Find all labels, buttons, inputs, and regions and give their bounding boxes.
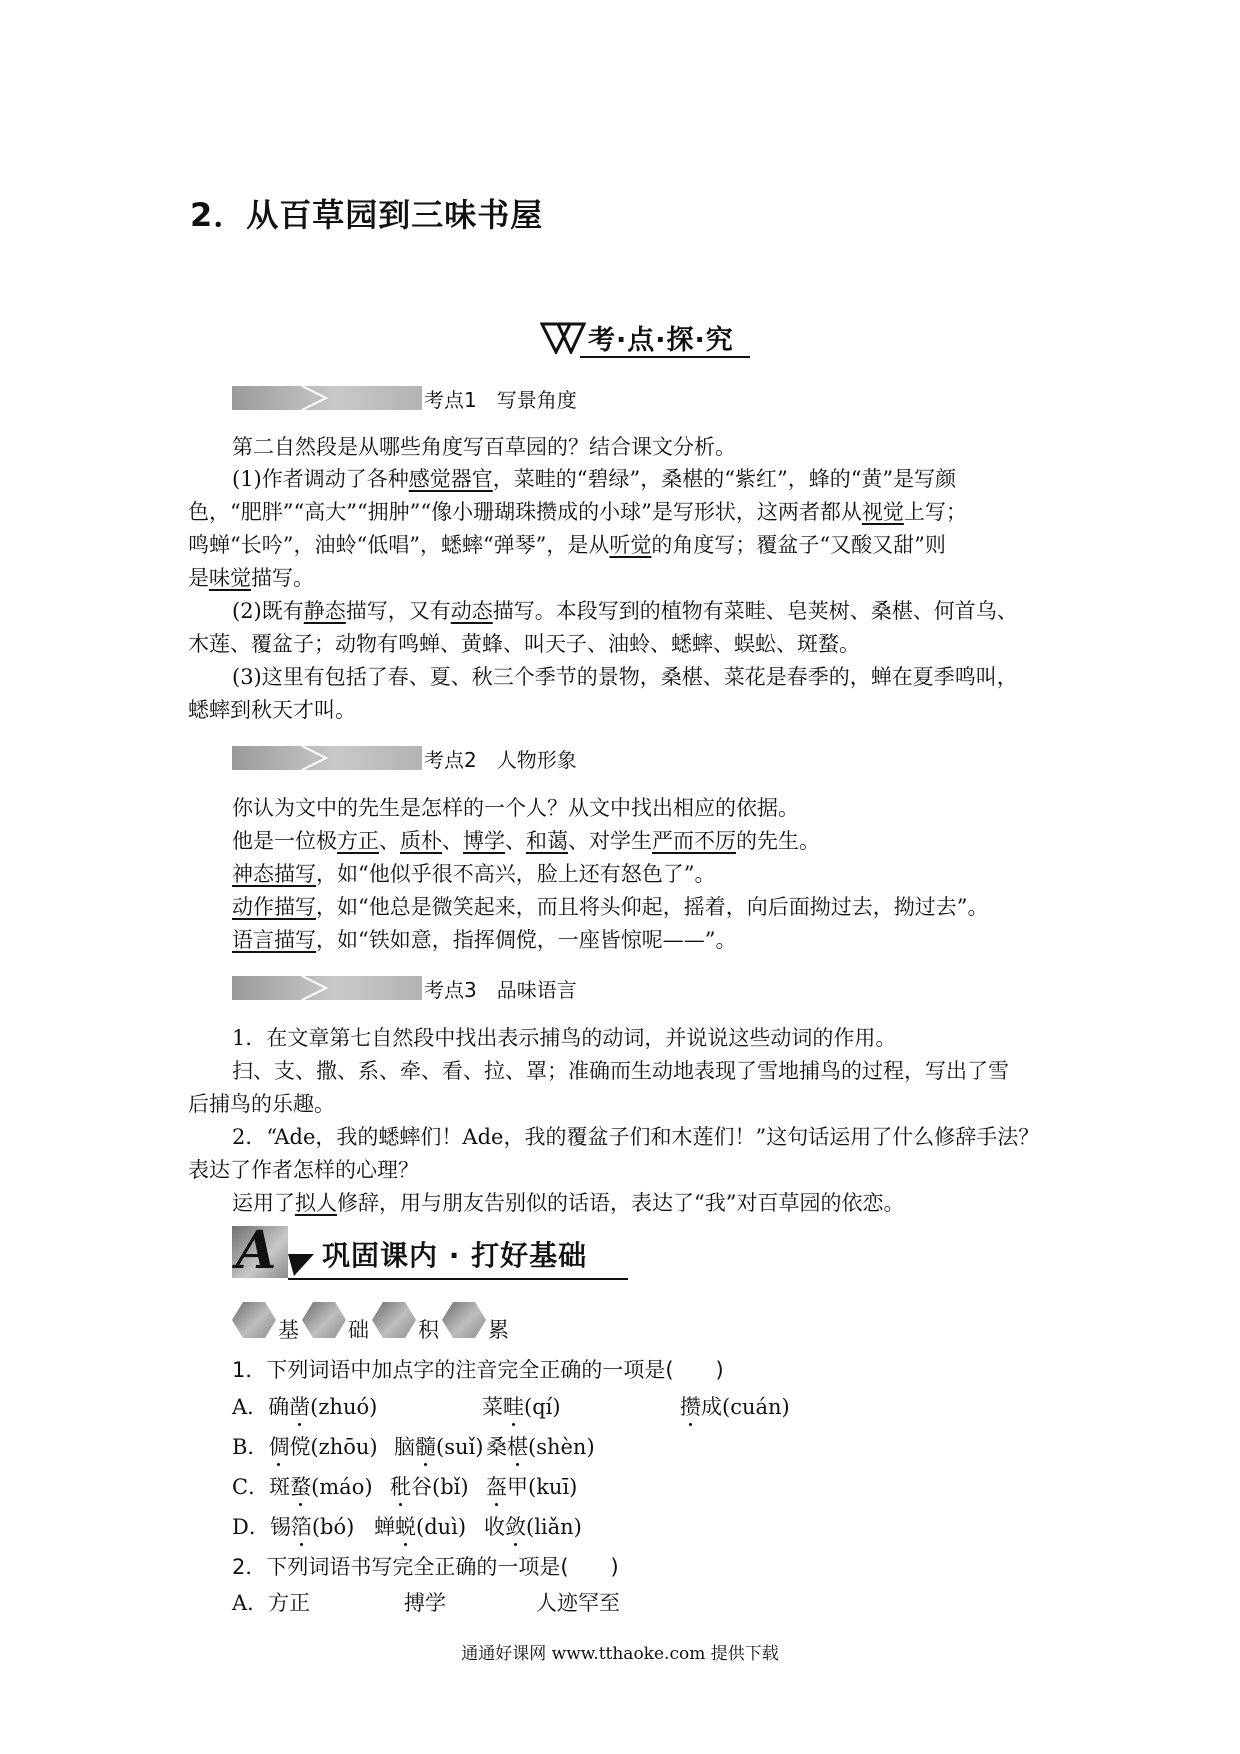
section-banner <box>232 1220 628 1282</box>
chevron-right-icon <box>300 976 330 1000</box>
paragraph-line: 鸣蝉“长吟”，油蛉“低唱”，蟋蟀“弹琴”，是从听觉的角度写；覆盆子“又酸又甜”则 <box>188 533 946 557</box>
question-line: 表达了作者怎样的心理？ <box>188 1158 419 1182</box>
option-c-part2: 秕谷(bǐ) <box>390 1475 469 1499</box>
option-a: 人迹罕至 <box>536 1591 620 1615</box>
hexagon-icon <box>232 1302 276 1338</box>
divider <box>580 356 750 358</box>
banner-letter-badge: A <box>232 1226 288 1278</box>
paragraph-line: 蟋蟀到秋天才叫。 <box>188 698 356 722</box>
paragraph-line: 他是一位极方正、质朴、博学、和蔼、对学生严而不厉的先生。 <box>232 829 820 853</box>
paragraph-line: (3)这里有包括了春、夏、秋三个季节的景物，桑椹、菜花是春季的，蝉在夏季鸣叫， <box>232 665 1018 689</box>
paragraph-line: 语言描写，如“铁如意，指挥倜傥，一座皆惊呢——”。 <box>232 928 737 952</box>
section-header-text: 考·点·探·究 <box>588 325 734 356</box>
question-line: 1．在文章第七自然段中找出表示捕鸟的动词，并说说这些动词的作用。 <box>232 1026 897 1050</box>
option-b-part2: 脑髓(suǐ) <box>394 1435 484 1459</box>
option-a: A．方正 <box>232 1591 311 1615</box>
paragraph-line: 神态描写，如“他似乎很不高兴，脸上还有怒色了”。 <box>232 862 716 886</box>
section-header <box>540 318 750 362</box>
option-d-part3: 收敛(liǎn) <box>484 1515 582 1539</box>
subsection-jichu-jilei: 基 础 积 累 <box>232 1302 512 1342</box>
answer-line: 扫、支、撒、系、牵、看、拉、罩；准确而生动地表现了雪地捕鸟的过程，写出了雪 <box>232 1059 1009 1083</box>
hexagon-icon <box>442 1302 486 1338</box>
paragraph-line: 是味觉描写。 <box>188 566 314 590</box>
option-b-part1: B．倜傥(zhōu) <box>232 1435 378 1459</box>
option-c-part3: 盔甲(kuī) <box>486 1475 578 1499</box>
kaodian-label: 考点1 写景角度 <box>424 388 577 412</box>
kaodian-1-question: 第二自然段是从哪些角度写百草园的？结合课文分析。 <box>232 435 736 459</box>
hexagon-icon <box>302 1302 346 1338</box>
page-title: 2．从百草园到三味书屋 <box>190 196 544 234</box>
option-c-part1: C．斑蝥(máo) <box>232 1475 373 1499</box>
option-a-part3: 攒成(cuán) <box>680 1395 790 1419</box>
option-a: 搏学 <box>404 1591 446 1615</box>
option-a-part2: 菜畦(qí) <box>482 1395 561 1419</box>
banner-text: 巩固课内 · 打好基础 <box>322 1239 588 1272</box>
option-d-part2: 蝉蜕(duì) <box>374 1515 467 1539</box>
paragraph-line: 木莲、覆盆子；动物有鸣蝉、黄蜂、叫天子、油蛉、蟋蟀、蜈蚣、斑蝥。 <box>188 632 860 656</box>
question-stem: 2．下列词语书写完全正确的一项是( ) <box>232 1555 619 1579</box>
option-d-part1: D．锡箔(bó) <box>232 1515 355 1539</box>
paragraph-line: (2)既有静态描写，又有动态描写。本段写到的植物有菜畦、皂荚树、桑椹、何首乌、 <box>232 599 1018 623</box>
paragraph-line: (1)作者调动了各种感觉器官，菜畦的“碧绿”，桑椹的“紫红”，蜂的“黄”是写颜 <box>232 467 957 491</box>
answer-line: 后捕鸟的乐趣。 <box>188 1092 335 1116</box>
paragraph-line: 色，“肥胖”“高大”“拥肿”“像小珊瑚珠攒成的小球”是写形状，这两者都从视觉上写； <box>188 500 967 524</box>
option-b-part3: 桑椹(shèn) <box>486 1435 595 1459</box>
kaodian-label: 考点2 人物形象 <box>424 748 577 772</box>
divider <box>288 1278 628 1280</box>
paragraph-line: 动作描写，如“他总是微笑起来，而且将头仰起，摇着，向后面拗过去，拗过去”。 <box>232 895 989 919</box>
hexagon-icon <box>372 1302 416 1338</box>
chevron-right-icon <box>300 386 330 410</box>
question-line: 2．“Ade，我的蟋蟀们！Ade，我的覆盆子们和木莲们！”这句话运用了什么修辞手法？ <box>232 1125 1040 1149</box>
answer-line: 运用了拟人修辞，用与朋友告别似的话语，表达了“我”对百草园的依恋。 <box>232 1191 905 1215</box>
kaodian-2-question: 你认为文中的先生是怎样的一个人？从文中找出相应的依据。 <box>232 796 799 820</box>
chevron-right-icon <box>300 746 330 770</box>
wedge-icon <box>288 1252 314 1276</box>
question-stem: 1．下列词语中加点字的注音完全正确的一项是( ) <box>232 1358 724 1382</box>
page-footer: 通通好课网 www.tthaoke.com 提供下载 <box>461 1644 779 1664</box>
kaodian-label: 考点3 品味语言 <box>424 978 577 1002</box>
option-a-part1: A．确凿(zhuó) <box>232 1395 378 1419</box>
triangle-logo-icon <box>540 322 586 354</box>
